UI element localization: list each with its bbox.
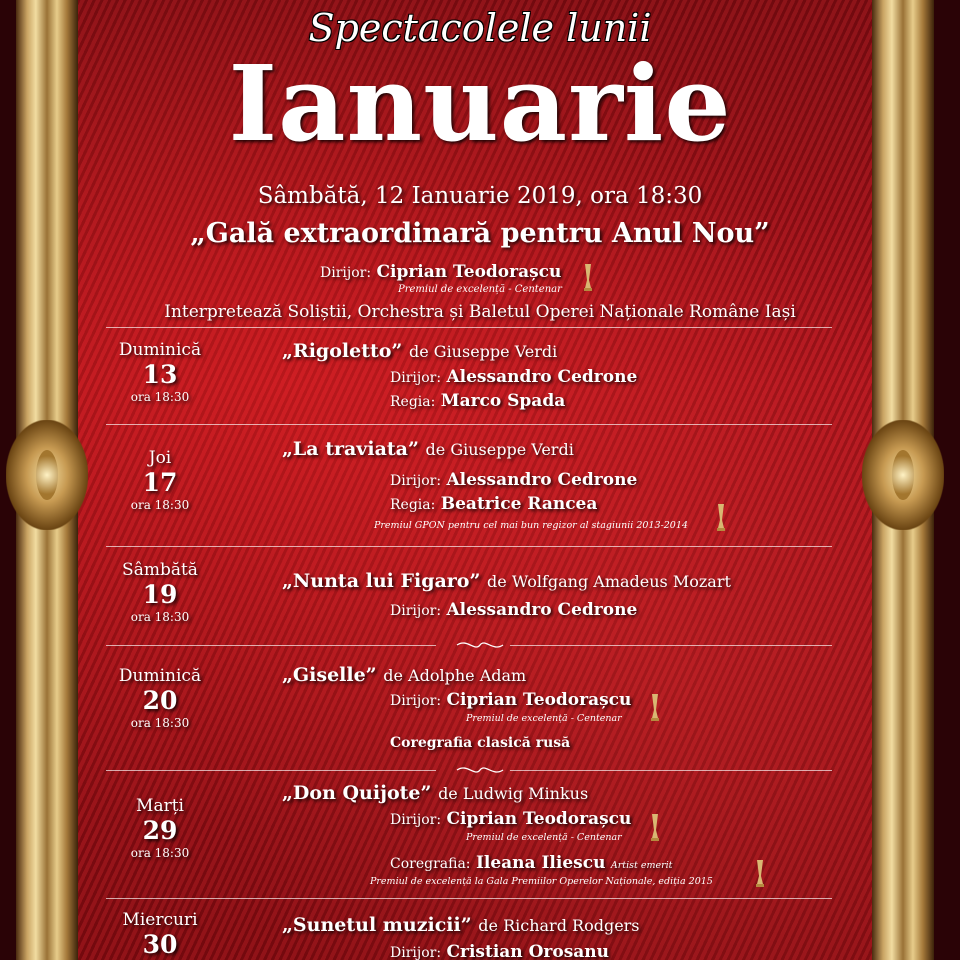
trophy-icon [650, 812, 660, 842]
gala-title: „Gală extraordinară pentru Anul Nou” [190, 218, 770, 249]
event-award: Premiul de excelență la Gala Premiilor Operelor Naționale, ediția 2015 [370, 876, 713, 887]
gala-performers: Interpretează Soliștii, Orchestra și Baletul Operei Naționale Române Iași [164, 302, 796, 322]
left-frame-ornament-icon [6, 420, 88, 530]
divider [510, 770, 832, 771]
gala-conductor-name: Ciprian Teodorașcu [376, 262, 562, 282]
event-conductor-award: Premiul de excelență - Centenar [466, 832, 622, 843]
divider [106, 546, 832, 547]
divider [106, 898, 832, 899]
event-date-19: Sâmbătă 19 ora 18:30 [122, 560, 198, 624]
poster-subtitle: Spectacolele lunii [308, 6, 652, 50]
event-credit: Dirijor: Ciprian Teodorașcu [390, 809, 632, 829]
event-title-la-traviata: „La traviata” de Giuseppe Verdi [282, 438, 574, 460]
event-day-number: 13 [142, 360, 178, 389]
event-credit: Regia: Beatrice Rancea [390, 494, 598, 514]
event-credit: Regia: Marco Spada [390, 391, 566, 411]
event-day: Duminică [118, 340, 202, 360]
trophy-icon [716, 502, 726, 532]
flourish-divider-icon [455, 763, 505, 777]
event-date-13 [105, 340, 215, 404]
trophy-icon [583, 262, 593, 292]
divider [106, 327, 832, 328]
event-credit: Dirijor: Ciprian Teodorașcu [390, 690, 632, 710]
event-date-17: Joi 17 ora 18:30 [130, 448, 190, 512]
event-credit: Dirijor: Cristian Orosanu [390, 942, 609, 960]
event-title-giselle: „Giselle” de Adolphe Adam [282, 664, 527, 686]
gala-conductor-role: Dirijor: [320, 265, 372, 281]
event-credit: Coregrafia: Ileana Iliescu Artist emerit [390, 853, 673, 873]
event-credit: Coregrafia clasică rusă [390, 735, 571, 751]
divider [106, 770, 436, 771]
right-frame-ornament-icon [862, 420, 944, 530]
divider [510, 645, 832, 646]
divider [106, 424, 832, 425]
event-award: Premiul GPON pentru cel mai bun regizor al stagiunii 2013-2014 [374, 520, 688, 531]
trophy-icon [650, 692, 660, 722]
event-credit: Dirijor: Alessandro Cedrone [390, 600, 638, 620]
event-credit: Dirijor: Alessandro Cedrone [390, 470, 638, 490]
event-title-nunta-lui-figaro: „Nunta lui Figaro” de Wolfgang Amadeus Mozart [282, 570, 731, 592]
flourish-divider-icon [455, 638, 505, 652]
divider [106, 645, 436, 646]
event-title-don-quijote: „Don Quijote” de Ludwig Minkus [282, 782, 589, 804]
event-date-20: Duminică 20 ora 18:30 [118, 666, 202, 730]
choreographer-title: Artist emerit [610, 860, 673, 871]
event-title-rigoletto: „Rigoletto” de Giuseppe Verdi [282, 340, 558, 362]
gala-conductor-award: Premiul de excelență - Centenar [398, 284, 562, 295]
event-date-30: Miercuri 30 [122, 910, 198, 959]
event-credit: Dirijor: Alessandro Cedrone [390, 367, 638, 387]
event-date-29: Marți 29 ora 18:30 [130, 796, 190, 860]
event-conductor-award: Premiul de excelență - Centenar [466, 713, 622, 724]
event-title-sunetul-muzicii: „Sunetul muzicii” de Richard Rodgers [282, 914, 640, 936]
event-time: ora 18:30 [130, 390, 190, 404]
gala-date: Sâmbătă, 12 Ianuarie 2019, ora 18:30 [257, 183, 703, 209]
gala-conductor [320, 262, 561, 282]
trophy-icon [755, 858, 765, 888]
poster-month-title: Ianuarie [228, 42, 732, 165]
